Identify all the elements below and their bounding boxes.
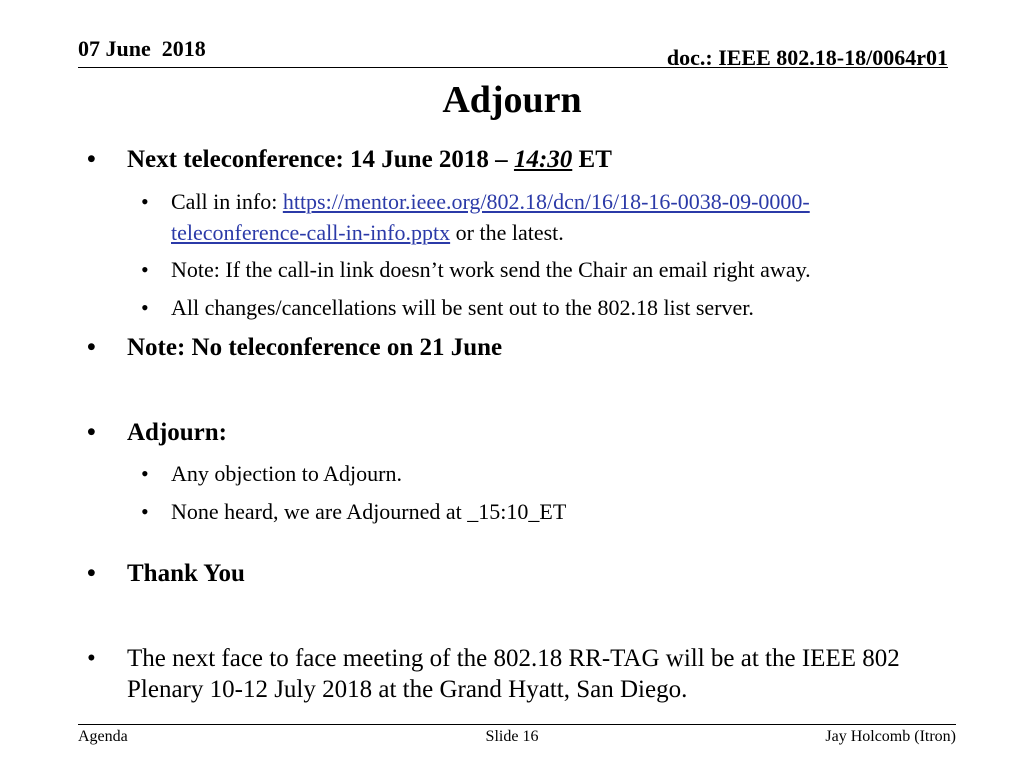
bullet-next-teleconference bbox=[87, 146, 612, 174]
next-face-line1: The next face to face meeting of the 802.18 RR-TAG will be at the IEEE 802 bbox=[127, 645, 900, 672]
bullet-dot: • bbox=[87, 419, 96, 446]
note-call-in-text: Note: If the call-in link doesn’t work send the Chair an email right away. bbox=[171, 257, 811, 282]
bullet-none-heard bbox=[141, 499, 567, 525]
bullet-call-in-info-cont bbox=[171, 220, 564, 246]
footer-divider bbox=[78, 724, 956, 725]
bullet-dot: • bbox=[87, 146, 96, 173]
no-telecon-text: Note: No teleconference on 21 June bbox=[127, 334, 503, 361]
next-telecon-suffix: ET bbox=[572, 146, 612, 173]
bullet-thank-you bbox=[87, 560, 245, 588]
next-telecon-time: 14:30 bbox=[513, 146, 573, 173]
next-face-line2: Plenary 10-12 July 2018 at the Grand Hyatt, San Diego. bbox=[127, 676, 688, 703]
bullet-no-teleconference bbox=[87, 334, 503, 362]
all-changes-text: All changes/cancellations will be sent out to the 802.18 list server. bbox=[171, 295, 754, 320]
bullet-dot: • bbox=[141, 189, 149, 214]
bullet-dot: • bbox=[141, 499, 149, 524]
next-telecon-prefix: Next teleconference: 14 June 2018 – bbox=[127, 146, 514, 173]
bullet-next-face-to-face-cont bbox=[127, 676, 687, 704]
objection-text: Any objection to Adjourn. bbox=[171, 461, 402, 486]
bullet-note-call-in-link bbox=[141, 257, 811, 283]
bullet-dot: • bbox=[141, 257, 149, 282]
bullet-dot: • bbox=[141, 461, 149, 486]
footer-slide-number: Slide 16 bbox=[485, 728, 539, 745]
bullet-dot: • bbox=[87, 334, 96, 361]
none-heard-text: None heard, we are Adjourned at _15:10_ET bbox=[171, 499, 567, 524]
footer-right: Jay Holcomb (Itron) bbox=[825, 728, 956, 745]
call-in-link[interactable]: https://mentor.ieee.org/802.18/dcn/16/18-16-0038-09-0000- bbox=[282, 189, 810, 214]
header-doc-id: doc.: IEEE 802.18-18/0064r01 bbox=[666, 45, 948, 70]
header-date: 07 June 2018 bbox=[78, 36, 206, 61]
bullet-any-objection bbox=[141, 461, 402, 487]
bullet-adjourn bbox=[87, 419, 228, 447]
header-divider bbox=[78, 67, 948, 68]
bullet-next-face-to-face bbox=[87, 645, 900, 673]
slide-title: Adjourn bbox=[442, 79, 582, 121]
bullet-call-in-info bbox=[141, 189, 810, 215]
thank-you-text: Thank You bbox=[127, 560, 245, 587]
bullet-all-changes bbox=[141, 295, 754, 321]
bullet-dot: • bbox=[141, 295, 149, 320]
bullet-dot: • bbox=[87, 645, 96, 672]
footer-left: Agenda bbox=[78, 728, 128, 745]
call-in-prefix: Call in info: bbox=[171, 189, 283, 214]
call-in-suffix: or the latest. bbox=[450, 220, 564, 245]
bullet-dot: • bbox=[87, 560, 96, 587]
adjourn-text: Adjourn: bbox=[127, 419, 228, 446]
call-in-link-cont[interactable]: teleconference-call-in-info.pptx bbox=[171, 220, 451, 245]
